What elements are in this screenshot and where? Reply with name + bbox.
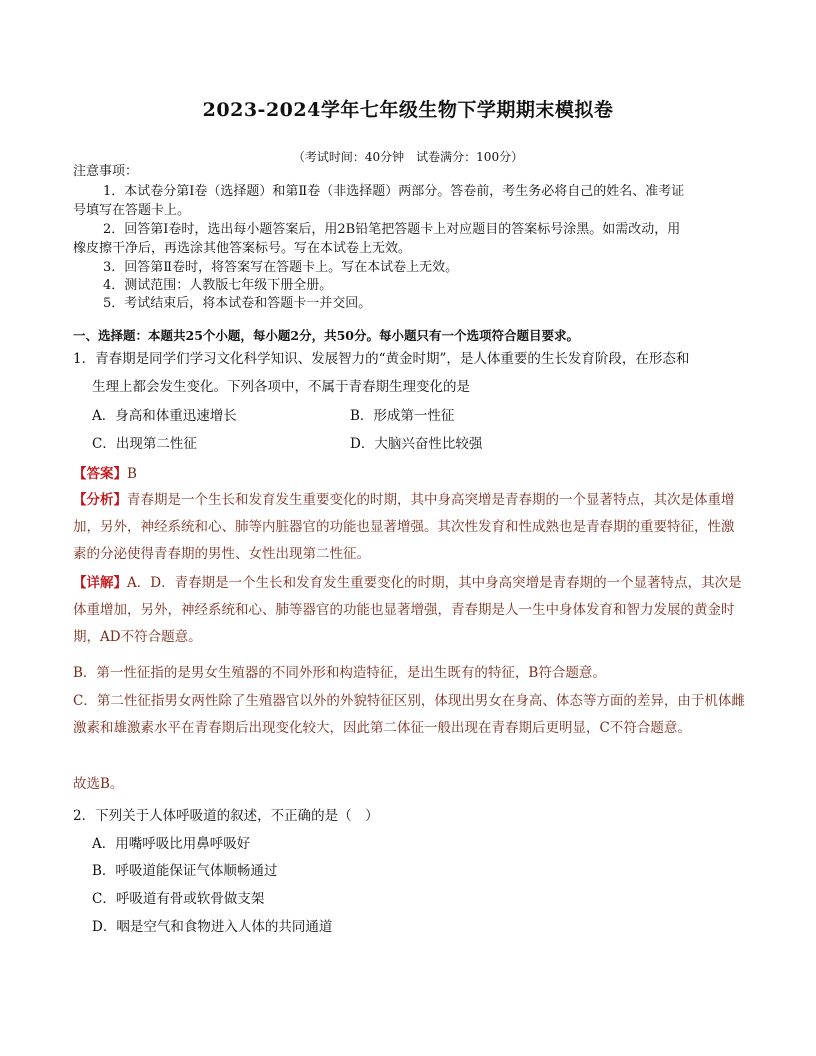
question-1-option-d: D．大脑兴奋性比较强 [350, 436, 483, 452]
answer-value: B [127, 466, 137, 482]
question-2-option-a: A．用嘴呼吸比用鼻呼吸好 [92, 836, 251, 852]
analysis-text: 青春期是一个生长和发育发生重要变化的时期，其中身高突增是青春期的一个显著特点，其次是体重增加，另外，神经系统和心、肺等内脏器官的功能也显著增强。其次性发育和性成熟也是青春期的重要特征，性激素的分泌使得青春期的男性、女性出现第二性征。 [73, 492, 735, 562]
notice-item: 号填写在答题卡上。 [73, 203, 191, 218]
question-2-option-d: D．咽是空气和食物进入人体的共同通道 [92, 919, 333, 935]
analysis-paragraph [73, 487, 745, 568]
question-2-stem: 2．下列关于人体呼吸道的叙述，不正确的是（ ） [73, 808, 379, 824]
notice-item: 2．回答第Ⅰ卷时，选出每小题答案后，用2B铅笔把答题卡上对应题目的答案标号涂黑。如需改动，用 [103, 222, 681, 237]
question-1-stem: 1．青春期是同学们学习文化科学知识、发展智力的“黄金时期”，是人体重要的生长发育阶段，在形态和 [73, 351, 690, 367]
conclusion: 故选B。 [73, 776, 124, 792]
notice-heading: 注意事项： [73, 164, 139, 179]
notice-item: 橡皮擦干净后，再选涂其他答案标号。写在本试卷上无效。 [73, 241, 412, 256]
answer-label: 【答案】 [73, 466, 127, 482]
exam-info: （考试时间：40分钟 试卷满分：100分） [292, 150, 524, 164]
analysis-label: 【分析】 [73, 492, 127, 508]
detail-label: 【详解】 [73, 575, 127, 591]
question-1-option-c: C．出现第二性征 [92, 436, 197, 452]
notice-item: 1．本试卷分第Ⅰ卷（选择题）和第Ⅱ卷（非选择题）两部分。答卷前，考生务必将自己的姓名、准考证 [103, 184, 685, 199]
answer-line [73, 464, 137, 484]
detail-c: C．第二性征指男女两性除了生殖器官以外的外貌特征区别，体现出男女在身高、体态等方面的差异，由于机体雌激素和雄激素水平在青春期后出现变化较大，因此第二体征一般出现在青春期后更明显，C不符合题意。 [73, 693, 745, 736]
question-2-option-b: B．呼吸道能保证气体顺畅通过 [92, 863, 278, 879]
detail-text: A．D．青春期是一个生长和发育发生重要变化的时期，其中身高突增是青春期的一个显著特点，其次是体重增加，另外，神经系统和心、肺等器官的功能也显著增强，青春期是人一生中身体发育和智力发展的黄金时期，AD不符合题意。 [73, 575, 742, 645]
question-1-stem: 生理上都会发生变化。下列各项中，不属于青春期生理变化的是 [92, 379, 470, 395]
section-heading: 一、选择题：本题共25个小题，每小题2分，共50分。每小题只有一个选项符合题目要求。 [73, 328, 579, 343]
notice-item: 5．考试结束后，将本试卷和答题卡一并交回。 [103, 296, 372, 311]
page-title: 2023-2024学年七年级生物下学期期末模拟卷 [202, 99, 614, 121]
detail-b: B．第一性征指的是男女生殖器的不同外形和构造特征，是出生既有的特征，B符合题意。 [73, 665, 606, 681]
question-1-option-b: B．形成第一性征 [350, 408, 455, 424]
detail-paragraph [73, 570, 745, 651]
notice-item: 4．测试范围：人教版七年级下册全册。 [103, 278, 333, 293]
notice-item: 3．回答第Ⅱ卷时，将答案写在答题卡上。写在本试卷上无效。 [103, 260, 459, 275]
question-1-option-a: A．身高和体重迅速增长 [92, 408, 237, 424]
question-2-option-c: C．呼吸道有骨或软骨做支架 [92, 891, 265, 907]
